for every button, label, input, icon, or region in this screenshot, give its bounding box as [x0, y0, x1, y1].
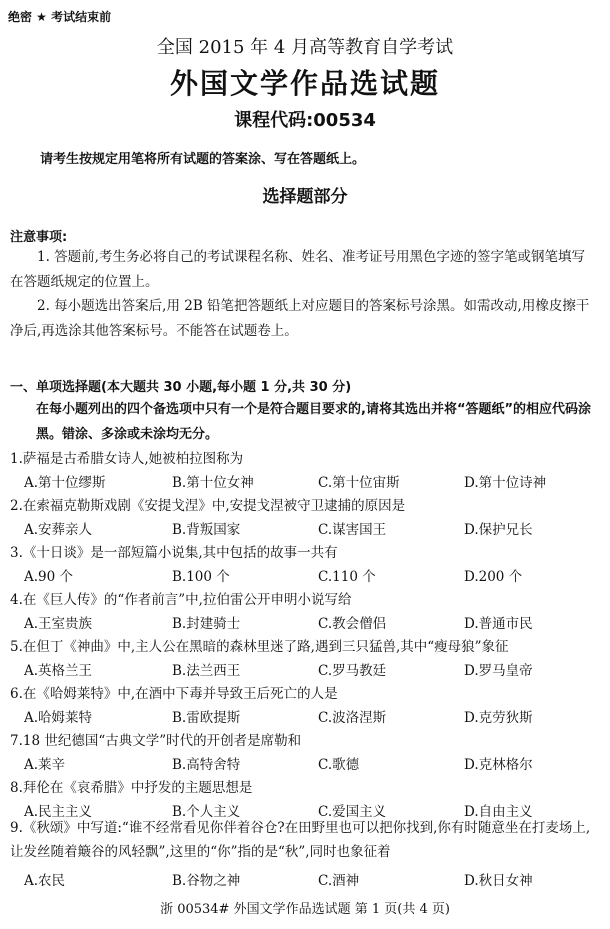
part1-description: 在每小题列出的四个备选项中只有一个是符合题目要求的,请将其选出并将“答题纸”的相应代码涂黑。错涂、多涂或未涂均无分。 — [36, 402, 592, 442]
option-c: C.波洛涅斯 — [318, 710, 387, 726]
option-a: A.第十位缪斯 — [24, 475, 106, 491]
notice-heading: 注意事项: — [10, 230, 68, 245]
option-d: D.罗马皇帝 — [464, 663, 533, 679]
question-stem: 6.在《哈姆莱特》中,在酒中下毒并导致王后死亡的人是 — [10, 686, 338, 702]
option-d: D.保护兄长 — [464, 522, 533, 538]
question-stem: 5.在但丁《神曲》中,主人公在黑暗的森林里迷了路,遇到三只猛兽,其中“瘦母狼”象征 — [10, 639, 509, 655]
option-b: B.高特舍特 — [172, 757, 241, 773]
option-c: C.谋害国王 — [318, 522, 387, 538]
option-b: B.雷欧提斯 — [172, 710, 241, 726]
option-c: C.酒神 — [318, 873, 360, 889]
option-b: B.谷物之神 — [172, 873, 241, 889]
option-c: C.教会僧侣 — [318, 616, 387, 632]
option-b: B.法兰西王 — [172, 663, 241, 679]
question-stem: 3.《十日谈》是一部短篇小说集,其中包括的故事一共有 — [10, 545, 338, 561]
exam-name: 全国 2015 年 4 月高等教育自学考试 — [156, 37, 454, 58]
option-d: D.克劳狄斯 — [464, 710, 533, 726]
option-b: B.背叛国家 — [172, 522, 241, 538]
secret-mark: 绝密 ★ 考试结束前 — [8, 10, 112, 24]
question-stem: 7.18 世纪德国“古典文学”时代的开创者是席勒和 — [10, 733, 302, 749]
question-stem: 4.在《巨人传》的“作者前言”中,拉伯雷公开申明小说写给 — [10, 592, 352, 608]
option-b: B.封建骑士 — [172, 616, 241, 632]
question-stem: 1.萨福是古希腊女诗人,她被柏拉图称为 — [10, 451, 244, 467]
option-b: B.100 个 — [172, 569, 230, 585]
option-d: D.克林格尔 — [464, 757, 533, 773]
course-code: 课程代码:00534 — [234, 110, 376, 131]
option-a: A.莱辛 — [24, 757, 66, 773]
option-a: A.安葬亲人 — [24, 522, 93, 538]
option-a: A.英格兰王 — [24, 663, 93, 679]
option-c: C.第十位宙斯 — [318, 475, 400, 491]
option-d: D.200 个 — [464, 569, 523, 585]
option-c: C.歌德 — [318, 757, 360, 773]
option-c: C.罗马教廷 — [318, 663, 387, 679]
notice-item-1: 1. 答题前,考生务必将自己的考试课程名称、姓名、准考证号用黑色字迹的签字笔或钢笔填写在答题纸规定的位置上。 — [10, 249, 585, 290]
option-d: D.第十位诗神 — [464, 475, 547, 491]
part1-heading: 一、单项选择题(本大题共 30 小题,每小题 1 分,共 30 分) — [10, 380, 352, 395]
option-b: B.个人主义 — [172, 804, 241, 820]
option-a: A.哈姆莱特 — [24, 710, 93, 726]
page-footer: 浙 00534# 外国文学作品选试题 第 1 页(共 4 页) — [160, 902, 450, 917]
answer-instruction: 请考生按规定用笔将所有试题的答案涂、写在答题纸上。 — [40, 152, 366, 167]
paper-title: 外国文学作品选试题 — [169, 67, 440, 100]
section-title: 选择题部分 — [262, 187, 348, 207]
option-d: D.秋日女神 — [464, 873, 533, 889]
option-d: D.自由主义 — [464, 804, 533, 820]
option-a: A.90 个 — [24, 569, 74, 585]
question-stem: 8.拜伦在《哀希腊》中抒发的主题思想是 — [10, 780, 253, 796]
option-c: C.爱国主义 — [318, 804, 387, 820]
notice-item-2: 2. 每小题选出答案后,用 2B 铅笔把答题纸上对应题目的答案标号涂黑。如需改动,用橡皮擦干净后,再选涂其他答案标号。不能答在试题卷上。 — [10, 298, 590, 339]
question-stem: 2.在索福克勒斯戏剧《安提戈涅》中,安提戈涅被守卫逮捕的原因是 — [10, 498, 406, 514]
option-b: B.第十位女神 — [172, 475, 254, 491]
option-d: D.普通市民 — [464, 616, 533, 632]
option-c: C.110 个 — [318, 569, 376, 585]
option-a: A.农民 — [24, 873, 66, 889]
option-a: A.王室贵族 — [24, 616, 93, 632]
question-stem: 9.《秋颂》中写道:“谁不经常看见你伴着谷仓?在田野里也可以把你找到,你有时随意坐在打麦场上,让发丝随着簸谷的风轻飘”,这里的“你”指的是“秋”,同时也象征着 — [10, 820, 591, 860]
option-a: A.民主主义 — [24, 804, 93, 820]
